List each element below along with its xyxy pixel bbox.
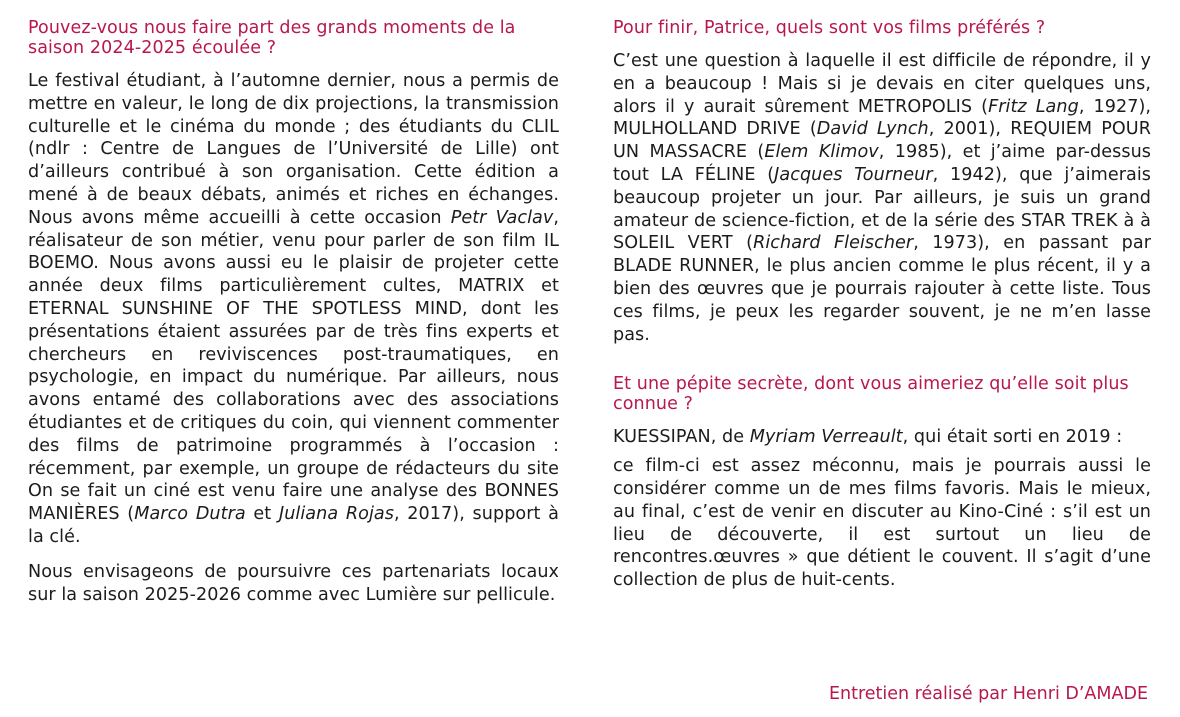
question-heading-season: Pouvez-vous nous faire part des grands moments de la saison 2024-2025 écoulée ? bbox=[28, 18, 516, 58]
text-run: KUESSIPAN, de bbox=[613, 427, 750, 448]
text-run: , 1942), que j’aimerais beaucoup projeter un jour. Par ailleurs, je suis un grand amateur de science-fiction, et de la série des STAR TREK à à SOLEIL VERT ( bbox=[613, 164, 1151, 254]
text-run: , 1985), et j’aime par-dessus tout LA FÉLINE ( bbox=[613, 142, 1151, 185]
text-run: , réalisateur de son métier, venu pour parler de son film IL BOEMO. Nous avons aussi eu le plaisir de projeter cette année deux films particulièrement cultes, MATRIX et ETERNAL SUNSHINE OF THE SPOTLESS MIND, dont les présentations étaient assurées par de très fins experts et chercheurs en reviviscences post-traumatiques, en psychologie, en impact du numérique. Par ailleurs, nous avons entamé des collaborations avec des associations étudiantes et de critiques du coin, qui viennent commenter des films de patrimoine programmés à l’occasion : récemment, par exemple, un groupe de rédacteurs du site On se fait un ciné est venu faire une analyse des BONNES MANIÈRES ( bbox=[28, 207, 560, 525]
answer-paragraph-favorites bbox=[613, 50, 1151, 346]
question-heading-favorites: Pour finir, Patrice, quels sont vos films préférés ? bbox=[613, 18, 1046, 38]
director-name: Fritz Lang bbox=[988, 96, 1079, 117]
answer-paragraph-partnerships: Nous envisageons de poursuivre ces partenariats locaux sur la saison 2025-2026 comme avec Lumière sur pellicule. bbox=[28, 561, 559, 605]
director-name: Petr Vaclav bbox=[450, 207, 554, 228]
director-name: Myriam Verreault bbox=[749, 427, 903, 448]
text-run: , 2001), REQUIEM POUR UN MASSACRE ( bbox=[613, 119, 1151, 163]
director-name: Marco Dutra bbox=[134, 504, 246, 525]
text-run: Le festival étudiant, à l’automne dernier, nous a permis de mettre en valeur, le long de dix projections, la transmission culturelle et le cinéma du monde ; des étudiants du CLIL (ndlr : Centre de Langues de l’Université de Lille) ont d’ailleurs contribué à son organisation. Cette édition a mené à de beaux débats, animés et riches en échanges. Nous avons même accueilli à cette occasion bbox=[28, 71, 559, 228]
interview-credit: Entretien réalisé par Henri D’AMADE bbox=[828, 684, 1148, 704]
left-column bbox=[28, 18, 559, 606]
right-column bbox=[613, 18, 1151, 592]
director-name: David Lynch bbox=[816, 119, 929, 140]
answer-paragraph-hidden-gem-detail: ce film-ci est assez méconnu, mais je pourrais aussi le considérer comme un de mes films favoris. Mais le mieux, au final, c’est de venir en discuter au Kino-Ciné : s’il est un lieu de découverte, il est surtout un lieu de rencontres.œuvres » que détient le couvent. Il s’agit d’une collection de plus de huit-cents. bbox=[613, 456, 1151, 591]
text-run: , 1973), en passant par BLADE RUNNER, le plus ancien comme le plus récent, il y a bien des œuvres que je pourrais rajouter à cette liste. Tous ces films, je peux les regarder souvent, je ne m’en lasse pas. bbox=[613, 233, 1151, 345]
question-heading-hidden-gem: Et une pépite secrète, dont vous aimeriez qu’elle soit plus connue ? bbox=[613, 374, 1129, 415]
text-run: et bbox=[245, 504, 279, 525]
text-run: C’est une question à laquelle il est difficile de répondre, il y en a beaucoup ! Mais si je devais en citer quelques uns, alors il y aurait sûrement METROPOLIS ( bbox=[613, 51, 1151, 117]
text-run: , 2017), support à la clé. bbox=[28, 504, 560, 547]
director-name: Juliana Rojas bbox=[278, 504, 394, 525]
director-name: Richard Fleischer bbox=[753, 233, 914, 254]
director-name: Jacques Tourneur bbox=[774, 164, 933, 185]
text-run: , qui était sorti en 2019 : bbox=[902, 427, 1123, 448]
answer-paragraph-season bbox=[28, 70, 559, 549]
answer-paragraph-hidden-gem bbox=[613, 426, 1151, 449]
text-run: , 1927), MULHOLLAND DRIVE ( bbox=[613, 96, 1151, 140]
director-name: Elem Klimov bbox=[764, 142, 879, 163]
